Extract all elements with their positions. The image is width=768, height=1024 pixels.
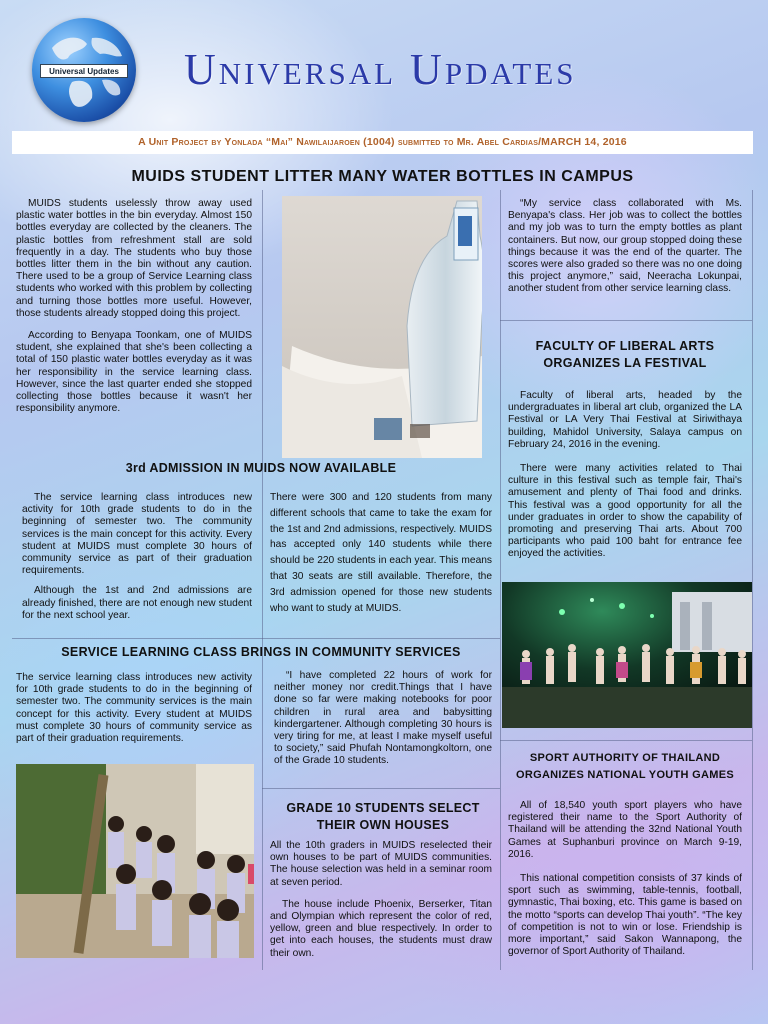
section-divider — [500, 320, 752, 321]
kindergarten-children-photo — [16, 764, 254, 958]
globe-logo-icon — [32, 18, 136, 122]
newsletter-title: Universal Updates — [184, 45, 577, 94]
service-paragraph-2: “I have completed 22 hours of work for neither money nor credit.Things that I have done so far were making notebooks for poor children in rural area and babysitting kindergartener. Although completing 30 hours is very tiring for me, at least I make myself useful to society,” said Phufah Nontamongkoltorn, one of the Grade 10 students. — [274, 670, 492, 767]
water-bottle-photo — [282, 196, 482, 458]
admission-paragraph-2: Although the 1st and 2nd admissions are already finished, there are not enough new student for the next school year. — [22, 585, 252, 621]
main-headline: MUIDS STUDENT LITTER MANY WATER BOTTLES IN CAMPUS — [131, 168, 634, 185]
service-article-col1 — [16, 672, 252, 745]
logo-label: Universal Updates — [40, 64, 128, 78]
admission-article-col1 — [22, 492, 252, 622]
masthead — [12, 10, 753, 128]
subtitle-bar: A Unit Project by Yonlada “Mai” Nawilaijaroen (1004) submitted to Mr. Abel Cardias/MARCH 14, 2016 — [12, 131, 753, 154]
sport-headline: SPORT AUTHORITY OF THAILAND ORGANIZES NATIONAL YOUTH GAMES — [515, 752, 734, 781]
houses-headline: GRADE 10 STUDENTS SELECT THEIR OWN HOUSES — [286, 801, 480, 832]
la-festival-photo — [502, 582, 752, 728]
admission-paragraph-3: There were 300 and 120 students from many different schools that came to take the exam for the 1st and 2nd admissions, respectively. MUIDS has accepted only 140 students while there should be 220 students in each year. This means that 30 seats are still available. Therefore, the 3rd admission opened for those new students who want to study at MUIDS. — [270, 492, 492, 614]
bottles-paragraph-1: MUIDS students uselessly throw away used plastic water bottles in the bin everyday. Almost 150 bottles everyday are collected by the cleaners. The plastic bottles from refreshment stall are sold frequently in a day. The students who buy those bottles litter them in the bin without any caution. There used to be a group of Service Learning class students who worked with this problem by collecting and turning those bottles more useful. However, those students already stopped doing this project. — [16, 198, 252, 319]
service-headline: SERVICE LEARNING CLASS BRINGS IN COMMUNITY SERVICES — [61, 645, 461, 659]
sport-article — [508, 800, 742, 958]
column-divider — [262, 190, 263, 970]
section-divider — [12, 638, 500, 639]
admission-headline: 3rd ADMISSION IN MUIDS NOW AVAILABLE — [125, 461, 397, 475]
houses-article — [270, 840, 492, 960]
bottles-paragraph-3: “My service class collaborated with Ms. Benyapa's class. Her job was to collect the bottles and my job was to turn the empty bottles as plant containers. But now, our group stopped doing these things because it was the end of the quarter. The scores were also graded so there was no one doing this project anymore,” said, Neeracha Lokunpai, another student from other service learning class. — [508, 198, 742, 295]
liberal-arts-article — [508, 390, 742, 561]
service-paragraph-1: The service learning class introduces new activity for 10th grade students to do in the beginning of semester two. The community services is the main concept for this activity. Every student at MUIDS must complete 30 hours of community service as part of their graduation requirements. — [16, 672, 252, 745]
section-divider — [262, 788, 500, 789]
houses-paragraph-2: The house include Phoenix, Berserker, Titan and Olympian which represent the color of red, yellow, green and blue respectively. In order to get into each houses, the students must draw their own. — [270, 898, 492, 959]
bottles-article-col1 — [16, 198, 252, 415]
bottles-article-col3 — [508, 198, 742, 296]
section-divider — [500, 740, 752, 741]
houses-paragraph-1: All the 10th graders in MUIDS reselected their own houses to be part of MUIDS communities. The house selection was held in a seminar room at seven period. — [270, 840, 492, 888]
admission-article-col2 — [270, 490, 492, 616]
bottles-paragraph-2: According to Benyapa Toonkam, one of MUIDS student, she explained that she's been collecting a total of 150 plastic water bottles everyday as it was her responsibility in the service learning class. However, since the last quarter ended she stopped collecting those bottles because it wasn't her responsibility anymore. — [16, 330, 252, 415]
liberal-arts-paragraph-1: Faculty of liberal arts, headed by the undergraduates in liberal art club, organized the LA Festival or LA Very Thai Festival at Siriwithaya building, Mahidol University, Salaya campus on February 24, 2016 in the evening. — [508, 390, 742, 450]
sport-paragraph-2: This national competition consists of 37 kinds of sport such as swimming, table-tennis, football, gymnastic, Thai boxing, etc. This game is based on the motto “sports can develop Thai youth”. “The key of competition is not to win or lose. Friendship is more important,” said Sakon Wannapong, the governor of Sport Authority of Thailand. — [508, 873, 742, 958]
newsletter-page — [12, 10, 753, 1014]
liberal-arts-paragraph-2: There were many activities related to Thai culture in this festival such as temple fair, Thai's amusement and plenty of Thai food and drinks. This festival was a good opportunity for all the under graduates in order to show the capability of promoting and preserving Thai arts. About 700 participants who paid 100 baht for entrance fee enjoyed the activities. — [508, 463, 742, 560]
column-divider — [752, 190, 753, 970]
admission-paragraph-1: The service learning class introduces new activity for 10th grade students to do in the beginning of semester two. The community services is the main concept for this activity. Every student at MUIDS must complete 30 hours of community service as part of their graduation requirements. — [22, 492, 252, 577]
sport-paragraph-1: All of 18,540 youth sport players who have registered their name to the Sport Authority of Thailand will be attending the 32nd National Youth Games at Suphanburi province on March 9-19, 2016. — [508, 800, 742, 860]
liberal-arts-headline: FACULTY OF LIBERAL ARTS ORGANIZES LA FESTIVAL — [535, 339, 715, 370]
service-article-col2 — [274, 670, 492, 768]
column-divider — [500, 190, 501, 970]
